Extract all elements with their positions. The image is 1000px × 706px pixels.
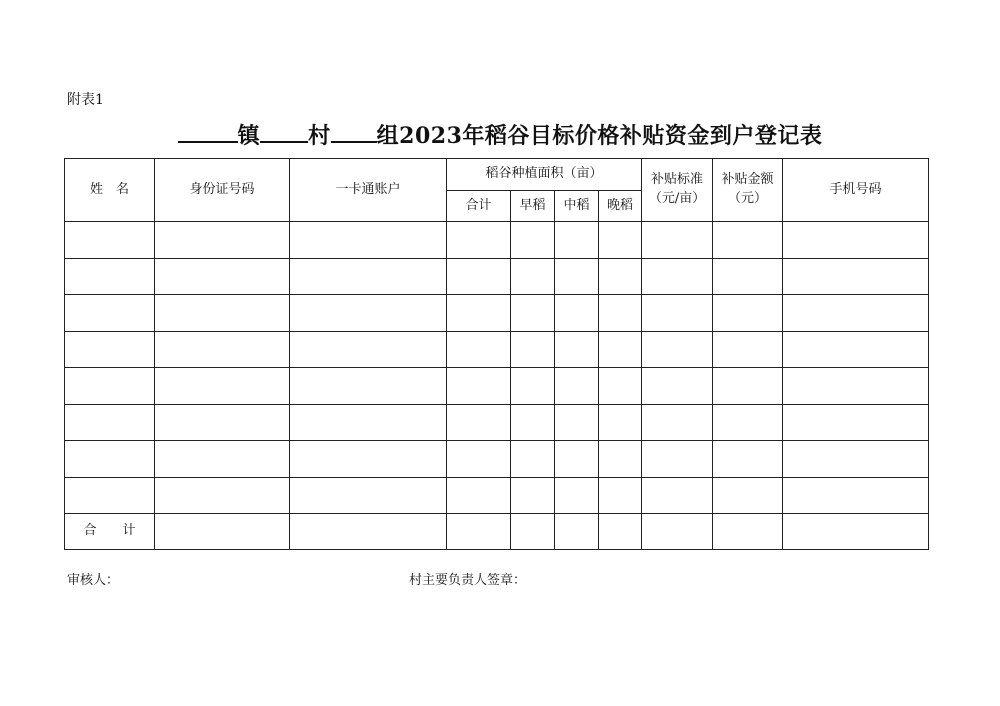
subsidy-standard-cell[interactable] (642, 258, 713, 295)
name-cell[interactable] (65, 331, 155, 368)
total-early-rice-cell[interactable] (511, 514, 555, 550)
total-subsidy-standard-cell[interactable] (642, 514, 713, 550)
total-id-number-cell[interactable] (155, 514, 290, 550)
area-total-cell[interactable] (447, 368, 511, 405)
header-mid-rice: 中稻 (555, 191, 599, 222)
header-phone: 手机号码 (783, 159, 929, 222)
header-card-account: 一卡通账户 (290, 159, 447, 222)
header-name: 姓 名 (65, 159, 155, 222)
early-rice-cell[interactable] (511, 404, 555, 441)
mid-rice-cell[interactable] (555, 368, 599, 405)
area-total-cell[interactable] (447, 258, 511, 295)
card-account-cell[interactable] (290, 477, 447, 514)
total-subsidy-amount-cell[interactable] (713, 514, 783, 550)
name-cell[interactable] (65, 404, 155, 441)
id-number-cell[interactable] (155, 441, 290, 478)
card-account-cell[interactable] (290, 222, 447, 259)
name-cell[interactable] (65, 258, 155, 295)
area-total-cell[interactable] (447, 441, 511, 478)
id-number-cell[interactable] (155, 477, 290, 514)
name-cell[interactable] (65, 368, 155, 405)
subsidy-standard-cell[interactable] (642, 404, 713, 441)
early-rice-cell[interactable] (511, 222, 555, 259)
subsidy-amount-cell[interactable] (713, 404, 783, 441)
mid-rice-cell[interactable] (555, 331, 599, 368)
town-blank[interactable] (178, 121, 238, 143)
card-account-cell[interactable] (290, 331, 447, 368)
total-area-cell[interactable] (447, 514, 511, 550)
late-rice-cell[interactable] (599, 222, 642, 259)
total-row (65, 514, 929, 550)
late-rice-cell[interactable] (599, 368, 642, 405)
id-number-cell[interactable] (155, 295, 290, 332)
table-row (65, 295, 929, 332)
late-rice-cell[interactable] (599, 331, 642, 368)
header-subsidy-standard: 补贴标准（元/亩） (642, 159, 713, 222)
id-number-cell[interactable] (155, 222, 290, 259)
village-head-signature-label: 村主要负责人签章： (409, 573, 527, 588)
mid-rice-cell[interactable] (555, 222, 599, 259)
phone-cell[interactable] (783, 404, 929, 441)
card-account-cell[interactable] (290, 404, 447, 441)
id-number-cell[interactable] (155, 368, 290, 405)
reviewer-label: 审核人： (67, 573, 120, 588)
subsidy-standard-cell[interactable] (642, 368, 713, 405)
early-rice-cell[interactable] (511, 441, 555, 478)
id-number-cell[interactable] (155, 258, 290, 295)
name-cell[interactable] (65, 295, 155, 332)
subsidy-amount-cell[interactable] (713, 477, 783, 514)
card-account-cell[interactable] (290, 258, 447, 295)
subsidy-amount-cell[interactable] (713, 258, 783, 295)
card-account-cell[interactable] (290, 295, 447, 332)
mid-rice-cell[interactable] (555, 441, 599, 478)
form-title (0, 119, 1000, 150)
appendix-label: 附表1 (67, 92, 104, 108)
header-subsidy-amount: 补贴金额（元） (713, 159, 783, 222)
area-total-cell[interactable] (447, 222, 511, 259)
name-cell[interactable] (65, 441, 155, 478)
phone-cell[interactable] (783, 222, 929, 259)
table-row (65, 258, 929, 295)
phone-cell[interactable] (783, 368, 929, 405)
title-main: 组2023年稻谷目标价格补贴资金到户登记表 (376, 123, 823, 149)
subsidy-amount-cell[interactable] (713, 222, 783, 259)
table-row (65, 222, 929, 259)
total-phone-cell[interactable] (783, 514, 929, 550)
header-early-rice: 早稻 (511, 191, 555, 222)
phone-cell[interactable] (783, 331, 929, 368)
subsidy-amount-cell[interactable] (713, 441, 783, 478)
subsidy-standard-cell[interactable] (642, 477, 713, 514)
subsidy-standard-cell[interactable] (642, 331, 713, 368)
table-row (65, 368, 929, 405)
subsidy-standard-cell[interactable] (642, 441, 713, 478)
early-rice-cell[interactable] (511, 477, 555, 514)
mid-rice-cell[interactable] (555, 258, 599, 295)
id-number-cell[interactable] (155, 331, 290, 368)
mid-rice-cell[interactable] (555, 295, 599, 332)
table-row (65, 404, 929, 441)
id-number-cell[interactable] (155, 404, 290, 441)
card-account-cell[interactable] (290, 441, 447, 478)
area-total-cell[interactable] (447, 295, 511, 332)
subsidy-standard-cell[interactable] (642, 295, 713, 332)
phone-cell[interactable] (783, 477, 929, 514)
late-rice-cell[interactable] (599, 258, 642, 295)
area-total-cell[interactable] (447, 477, 511, 514)
early-rice-cell[interactable] (511, 258, 555, 295)
late-rice-cell[interactable] (599, 295, 642, 332)
table-row (65, 331, 929, 368)
table-row (65, 477, 929, 514)
subsidy-amount-cell[interactable] (713, 368, 783, 405)
header-area-total: 合计 (447, 191, 511, 222)
total-label: 合 计 (65, 514, 155, 550)
phone-cell[interactable] (783, 258, 929, 295)
early-rice-cell[interactable] (511, 368, 555, 405)
name-cell[interactable] (65, 477, 155, 514)
area-total-cell[interactable] (447, 404, 511, 441)
title-village: 村 (308, 123, 331, 149)
mid-rice-cell[interactable] (555, 477, 599, 514)
late-rice-cell[interactable] (599, 477, 642, 514)
late-rice-cell[interactable] (599, 441, 642, 478)
header-planting-area: 稻谷种植面积（亩） (447, 159, 642, 191)
table-row (65, 441, 929, 478)
phone-cell[interactable] (783, 441, 929, 478)
early-rice-cell[interactable] (511, 295, 555, 332)
total-late-rice-cell[interactable] (599, 514, 642, 550)
registration-table (64, 158, 929, 550)
group-blank[interactable] (331, 121, 377, 143)
total-card-account-cell[interactable] (290, 514, 447, 550)
name-cell[interactable] (65, 222, 155, 259)
early-rice-cell[interactable] (511, 331, 555, 368)
subsidy-amount-cell[interactable] (713, 331, 783, 368)
header-row-1 (65, 159, 929, 191)
phone-cell[interactable] (783, 295, 929, 332)
subsidy-standard-cell[interactable] (642, 222, 713, 259)
card-account-cell[interactable] (290, 368, 447, 405)
village-blank[interactable] (260, 121, 308, 143)
area-total-cell[interactable] (447, 331, 511, 368)
header-id-number: 身份证号码 (155, 159, 290, 222)
subsidy-amount-cell[interactable] (713, 295, 783, 332)
total-mid-rice-cell[interactable] (555, 514, 599, 550)
title-town: 镇 (237, 123, 261, 149)
late-rice-cell[interactable] (599, 404, 642, 441)
mid-rice-cell[interactable] (555, 404, 599, 441)
header-late-rice: 晚稻 (599, 191, 642, 222)
